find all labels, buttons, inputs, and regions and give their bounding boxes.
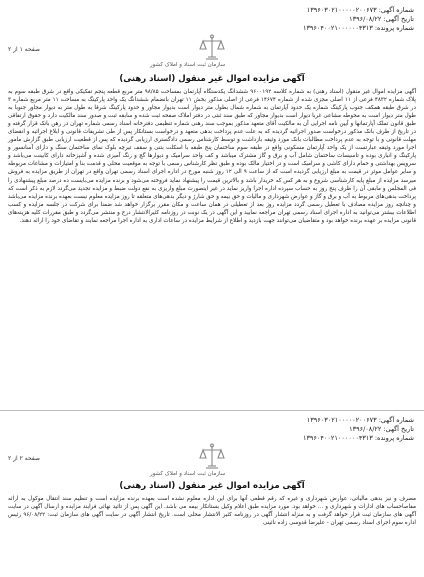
scales-of-justice-emblem-icon [198, 33, 226, 63]
page-label: صفحه ۱ از ۲ [8, 46, 40, 53]
organization-name: سازمان ثبت اسناد و املاک کشور [150, 62, 226, 68]
notice-date: تاریخ آگهی: ۱۳۹۶/۰۸/۲۲ [349, 15, 414, 23]
notice-number: شماره آگهی: ۱۳۹۶۰۳۰۲۱۰۰۰۰۰۲۰۰۶۷۳ [306, 416, 414, 424]
notice-title: آگهی مزایده اموال غیر منقول (اسناد رهنی) [119, 74, 305, 84]
notice-2 [0, 410, 424, 577]
notice-body: آگهی مزایده اموال غیر منقول (اسناد رهنی) به شماره کلاسه ۹۶۰۰۱۹۲ ششدانگ یکدستگاه آپارتمان بمساحت ۹۸/۸۵ متر مربع قطعه پنجم تفکیکی واقع در شرق طبقه سوم به پلاک شماره ۴۸۳۲ فرعی از ۱۱ اصلی مجزی شده از شماره ۱۴۶۷۴ فرعی از اصلی مذکور بخش ۱۱ تهران بانضمام ششدانگ یک واحد پارکینگ به مساحت ۱۱ متر مربع شماره ۳ در شرق طبقه همکف جنوب پارکینگ شماره یک حدود آپارتمان به شماره شمال بطول متر دیوار است بدیوار مجاور و حدود پارکینگ شرقا به طول متر به دیوار مجاور جنوبا به طول متر دیوار است به محوطه مشاعی غربا دیوار است بدیوار مجاور که طبق سند ثبتی در دفتر املاک صفحه ثبت شده و سابقه ثبت و صدور سند مالکیت دارد و حقوق ارتفاقی طبق قانون تملک آپارتمانها و آیین نامه اجرایی آن به مالکیت آقای متعهد مذکور بموجب سند رهنی شماره تنظیمی دفترخانه اسناد رسمی شماره تهران در رهن بانک قرار گرفته و در تاریخ از طرف بانک مذکور درخواست صدور اجرائیه گردیده که به علت عدم پرداخت بدهی متعهد و درخواست بستانکار پس از طی تشریفات قانونی و ابلاغ اجرائیه و انقضای مهلت قانونی و با توجه به عدم پرداخت مطالبات بانک مورد وثیقه بازداشت و توسط کارشناس رسمی دادگستری ارزیابی گردیده که پس از قطعیت ارزیابی طبق گزارش مامور اجرا مورد وثیقه عبارتست از یک واحد آپارتمان مسکونی واقع در طبقه سوم ساختمان پنج طبقه با اسکلت بتنی و سقف تیرچه بلوک نمای ساختمان سنگ و دارای آسانسور و پارکینگ و انباری بوده و تاسیسات ساختمان شامل آب و برق و گاز مشترک میباشد و کف واحد سرامیک و دیوارها گچ و رنگ آمیزی شده و آشپزخانه دارای کابینت می‌باشد و سرویس بهداشتی و حمام دارای کاشی و سرامیک است و در اختیار مالک بوده و طبق نظر کارشناس رسمی با توجه به موقعیت محلی و قدمت بنا و امتیازات و مشاعات مربوطه و سایر عوامل موثر در قیمت به مبلغ ارزیابی گردیده است که از ساعت ۹ الی ۱۲ روز شنبه مورخ در اداره اجرای اسناد رسمی تهران واقع در تهران از طریق مزایده به فروش میرسد مزایده از مبلغ پایه کارشناسی شروع و به هر کس که خریدار باشد و بالاترین قیمت را پیشنهاد نماید فروخته می‌شود و برنده مزایده می‌بایست ده درصد مبلغ پیشنهادی را فی المجلس و مابقی آن را ظرف پنج روز به حساب سپرده اداره اجرا واریز نماید در غیر اینصورت مبلغ واریزی به نفع دولت ضبط و مزایده تجدید می‌گردد لازم به ذکر است که پرداخت بدهی‌های مربوط به آب و برق و گاز و عوارض شهرداری و مالیات و حق بیمه و حق شارژ و دیگر بدهی‌های متعلقه تا روز مزایده معلوم نیست بعهده برنده مزایده می‌باشد و چنانچه روز مزایده مصادف با تعطیل رسمی گردد مزایده روز بعد از تعطیلی در همان ساعت و مکان مقرر برگزار خواهد شد ضمنا برای شرکت در جلسه مزایده و کسب اطلاعات بیشتر می‌توانید به اداره اجرای اسناد رسمی تهران مراجعه نمایید و این آگهی در یک نوبت در روزنامه کثیرالانتشار درج و منتشر می‌گردد و طبق مقررات کلیه هزینه‌های قانونی مزایده بر عهده برنده خواهد بود و متقاضیان می‌توانند جهت بازدید و اطلاع از شرایط مزایده در ساعات اداری به اداره اجرا مراجعه نمایند و تقاضای خود را ارائه دهند. [8, 89, 417, 224]
notice-number: شماره آگهی: ۱۳۹۶۰۳۰۲۱۰۰۰۰۰۲۰۰۶۷۳ [306, 6, 414, 14]
organization-name: سازمان ثبت اسناد و املاک کشور [150, 471, 226, 477]
page-label: صفحه ۲ از ۲ [8, 455, 40, 462]
scales-of-justice-emblem-icon [198, 442, 226, 472]
notice-title: آگهی مزایده اموال غیر منقول (اسناد رهنی) [119, 481, 305, 491]
notice-body: مصرف و نیز بدهی مالیاتی، عوارض شهرداری و غیره که رقم قطعی آنها برای این اداره معلوم نشده است بعهده برنده مزایده است و تنظیم سند انتقال موکول به ارائه مفاصاحساب های ادارات و شهرداری و ... خواهد بود. مورد مزایده طبق اعلام وکیل بستانکار بیمه می باشد. این آگهی پس از تائید نهائی فرایند مزایده و ارسال آگهی در سایت آگهی های سازمان ثبت قرار خواهد گرفت و به منزله انتشار آگهی در روزنامه کثیر الانتشار محلی است. تاریخ انتشار آگهی در سایت آگهی های سازمان ثبت: ۹۶/۰۸/۲۲ رئیس اداره سوم اجرای اسناد رسمی تهران - علیرضا قدوسی زاده نائینی [8, 496, 416, 527]
case-number: شماره پرونده: ۱۳۹۶۰۴۰۰۲۱۰۰۰۰۰۰۴۳۱۳ [302, 24, 414, 32]
case-number: شماره پرونده: ۱۳۹۶۰۴۰۰۲۱۰۰۰۰۰۰۴۳۱۳ [302, 434, 414, 442]
notice-date: تاریخ آگهی: ۱۳۹۶/۰۸/۲۲ [349, 425, 414, 433]
